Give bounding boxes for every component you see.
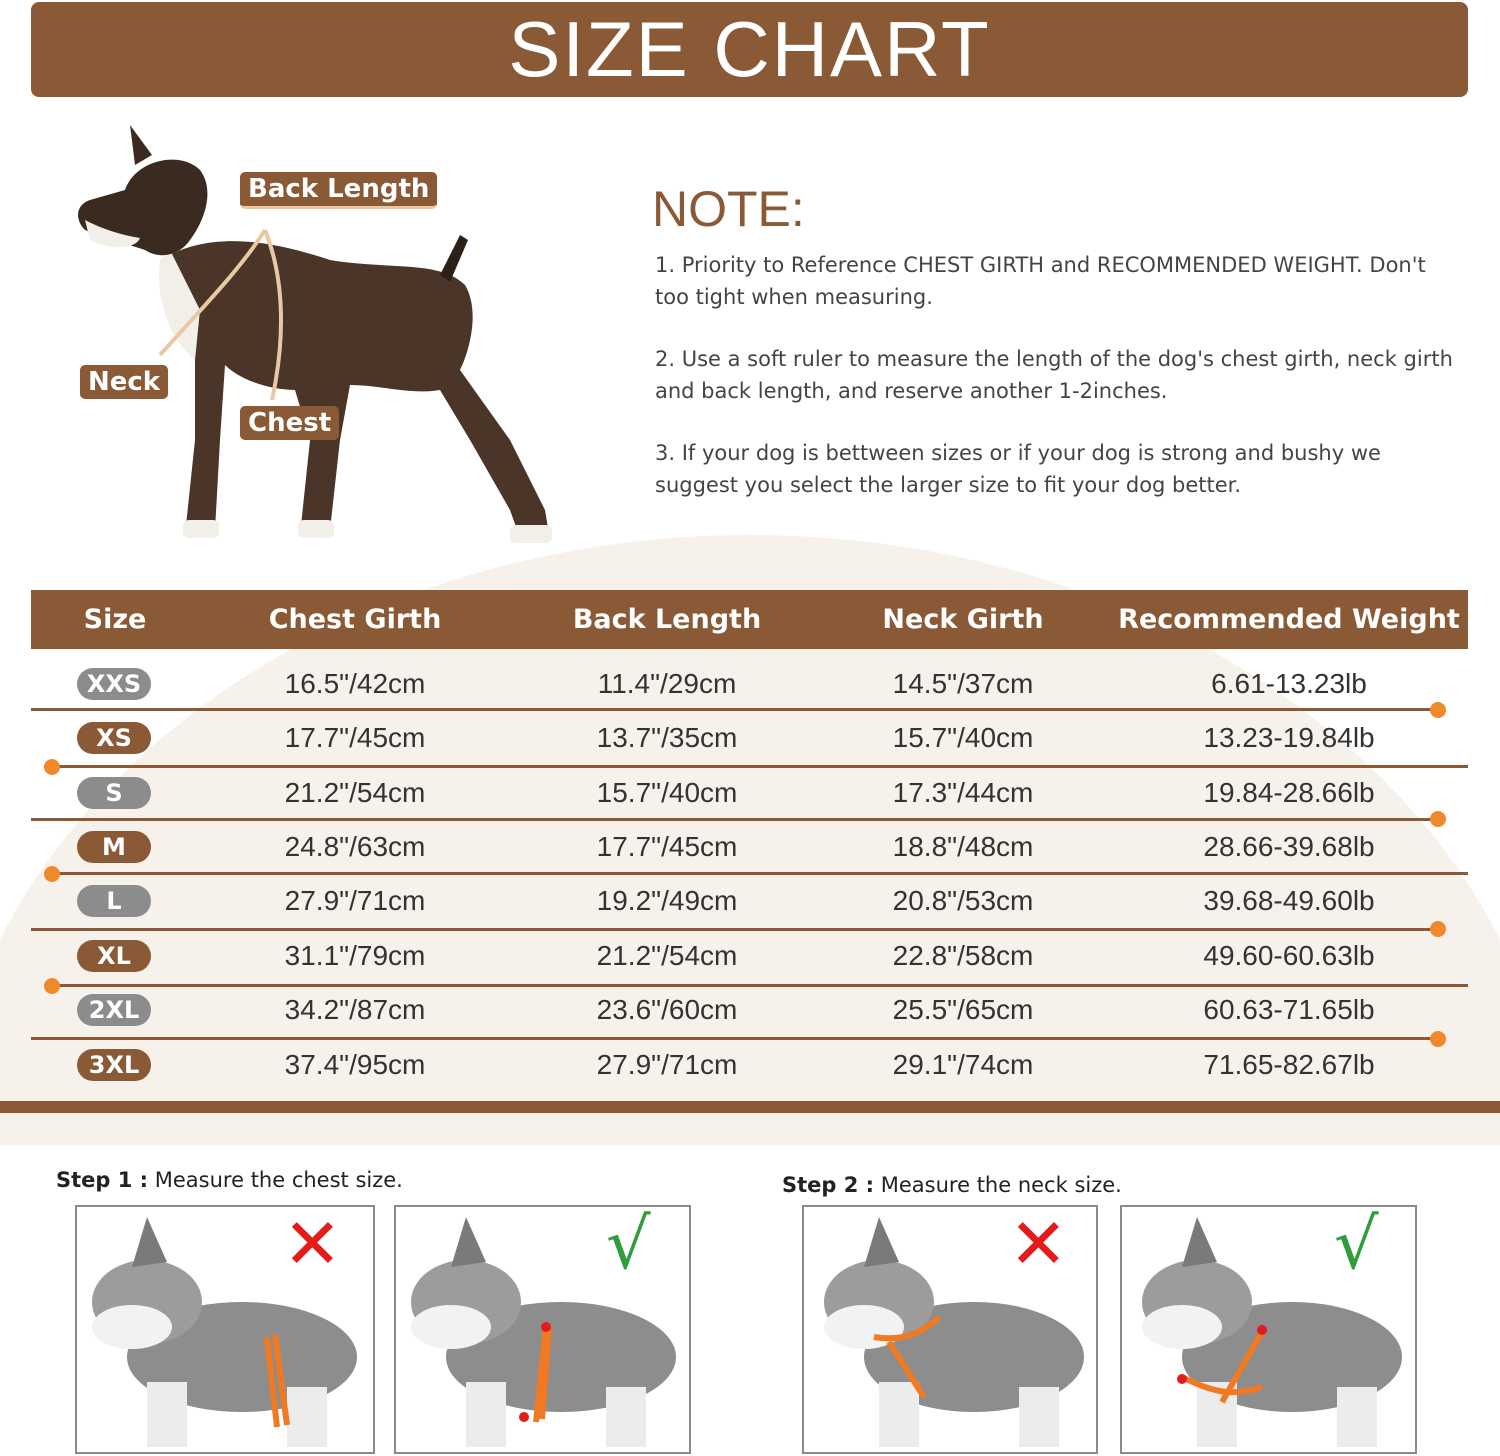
chest-cell: 37.4"/95cm [284,1049,426,1080]
table-row [31,983,1468,1037]
back-cell: 23.6"/60cm [596,994,738,1025]
table-bottom-bar [0,1101,1500,1113]
neck-cell: 14.5"/37cm [892,668,1034,699]
back-cell: 13.7"/35cm [596,722,738,753]
weight-cell: 39.68-49.60lb [1203,885,1375,916]
chest-cell: 34.2"/87cm [284,994,426,1025]
weight-cell: 19.84-28.66lb [1203,777,1375,808]
table-row [31,874,1468,928]
size-pill: XXS [77,668,151,700]
table-row [31,711,1468,765]
header-back-length: Back Length [572,604,762,635]
right-mark-icon: √ [1334,1205,1379,1285]
table-row [31,929,1468,983]
weight-cell: 60.63-71.65lb [1203,994,1375,1025]
chest-cell: 24.8"/63cm [284,831,426,862]
wrong-mark-icon: ✕ [1009,1205,1068,1285]
note-title: NOTE: [652,181,805,237]
chest-cell: 16.5"/42cm [284,668,426,699]
wrong-mark-icon: ✕ [283,1205,342,1285]
weight-cell: 49.60-60.63lb [1203,940,1375,971]
table-row [31,820,1468,874]
table-row [31,657,1468,711]
size-pill: XS [77,722,151,754]
neck-cell: 20.8"/53cm [892,885,1034,916]
back-cell: 27.9"/71cm [596,1049,738,1080]
back-cell: 21.2"/54cm [596,940,738,971]
step-2-caption [782,1173,1122,1197]
table-row [31,766,1468,820]
weight-cell: 13.23-19.84lb [1203,722,1375,753]
header-neck-girth: Neck Girth [882,604,1044,635]
note-item-1: 1. Priority to Reference CHEST GIRTH and RECOMMENDED WEIGHT. Don't too tight when measuring. [655,253,1426,309]
size-pill: L [77,885,151,917]
header-chest-girth: Chest Girth [268,604,442,635]
weight-cell: 6.61-13.23lb [1211,668,1367,699]
neck-cell: 22.8"/58cm [892,940,1034,971]
neck-right-photo [1120,1205,1417,1454]
size-pill: XL [77,940,151,972]
table-row [31,1038,1468,1092]
neck-cell: 15.7"/40cm [892,722,1034,753]
weight-cell: 71.65-82.67lb [1203,1049,1375,1080]
dog-measure-illustration [40,110,600,560]
note-item-3: 3. If your dog is bettween sizes or if your dog is strong and bushy we suggest you select the larger size to fit your dog better. [655,441,1381,497]
step-1-label: Step 1 : [56,1168,149,1192]
right-mark-icon: √ [606,1205,651,1285]
size-pill: 3XL [77,1049,151,1081]
neck-cell: 29.1"/74cm [892,1049,1034,1080]
chest-cell: 21.2"/54cm [284,777,426,808]
neck-cell: 18.8"/48cm [892,831,1034,862]
size-pill: S [77,777,151,809]
size-table-header [31,590,1468,649]
size-pill: M [77,831,151,863]
size-chart-banner [31,2,1468,97]
size-pill: 2XL [77,994,151,1026]
banner-title: SIZE CHART [508,5,991,93]
step-2-text: Measure the neck size. [880,1173,1122,1197]
back-cell: 17.7"/45cm [596,831,738,862]
neck-cell: 17.3"/44cm [892,777,1034,808]
chest-cell: 27.9"/71cm [284,885,426,916]
note-item-2: 2. Use a soft ruler to measure the length of the dog's chest girth, neck girth and back length, and reserve another 1-2inches. [655,347,1453,403]
back-cell: 11.4"/29cm [597,668,737,699]
neck-wrong-photo [802,1205,1098,1454]
neck-cell: 25.5"/65cm [892,994,1034,1025]
chest-right-photo [394,1205,691,1454]
step-1-text: Measure the chest size. [154,1168,403,1192]
header-size: Size [83,604,147,635]
back-length-tag: Back Length [240,172,437,209]
chest-tag: Chest [240,406,339,440]
weight-cell: 28.66-39.68lb [1203,831,1375,862]
step-2-label: Step 2 : [782,1173,875,1197]
header-recommended-weight: Recommended Weight [1118,604,1460,635]
step-1-caption [56,1168,403,1192]
back-cell: 19.2"/49cm [596,885,738,916]
chest-wrong-photo [75,1205,375,1454]
back-cell: 15.7"/40cm [596,777,738,808]
chest-cell: 31.1"/79cm [284,940,426,971]
neck-tag: Neck [80,365,168,399]
chest-cell: 17.7"/45cm [284,722,426,753]
